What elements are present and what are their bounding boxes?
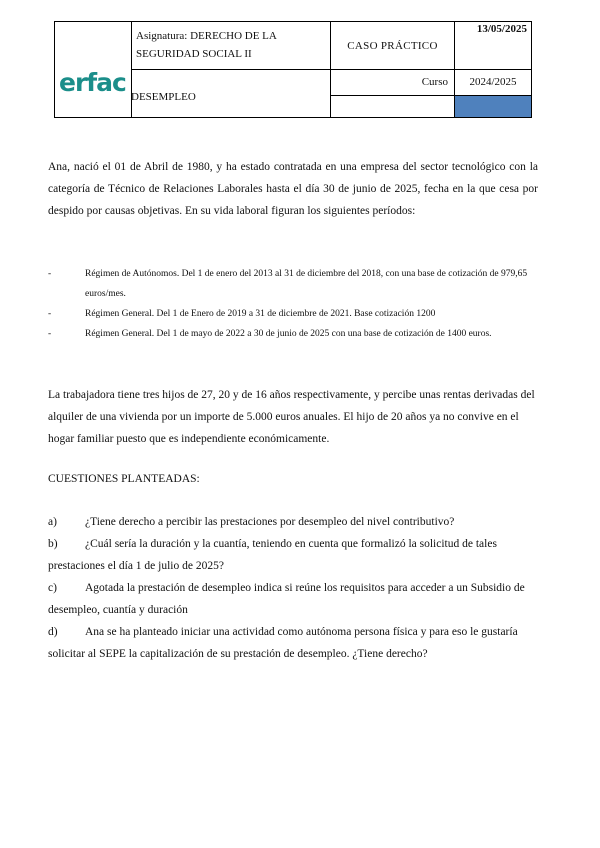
case-label: CASO PRÁCTICO (347, 40, 438, 52)
subject-line2: SEGURIDAD SOCIAL II (136, 48, 252, 60)
list-bullet: - (48, 329, 52, 339)
logo-text: erfac (59, 68, 126, 97)
accent-cell (454, 95, 532, 118)
question-text: Ana se ha planteado iniciar una actividad como autónoma persona física y para eso le gustaría solicitar al SEPE la capitalización de su prestación de desempleo. ¿Tiene derecho? (48, 626, 518, 660)
question-label: a) (48, 516, 57, 528)
list-bullet: - (48, 269, 52, 279)
logo-cell (54, 21, 132, 118)
question-item (48, 533, 538, 577)
list-bullet: - (48, 309, 52, 319)
question-text: ¿Cuál sería la duración y la cuantía, teniendo en cuenta que formalizó la solicitud de tales prestaciones el día 1 de julio de 2025? (48, 538, 497, 572)
erfac-logo (59, 68, 126, 97)
question-label: b) (48, 538, 58, 550)
question-label: d) (48, 626, 58, 638)
course-year: 2024/2025 (469, 76, 517, 88)
list-item-text: Régimen General. Del 1 de Enero de 2019 a 31 de diciembre de 2021. Base cotización 1200 (85, 309, 436, 319)
question-item (48, 621, 538, 665)
list-item (48, 304, 538, 324)
subject-prefix: Asignatura: (136, 30, 188, 42)
case-cell (330, 21, 455, 70)
course-label: Curso (421, 76, 448, 88)
topic: DESEMPLEO (131, 91, 196, 103)
intro-paragraph: Ana, nació el 01 de Abril de 1980, y ha estado contratada en una empresa del sector tecnológico con la categoría de Técnico de Relaciones Laborales hasta el día 30 de junio de 2025, fecha en la que cesa por despido por causas objetivas. En su vida laboral figuran los siguientes períodos: (48, 161, 538, 217)
course-year-cell (454, 69, 532, 96)
list-item (48, 324, 538, 344)
family-paragraph: La trabajadora tiene tres hijos de 27, 20 y de 16 años respectivamente, y percibe unas rentas derivadas del alquiler de una vivienda por un importe de 5.000 euros anuales. El hijo de 20 años ya no convive en el hogar familiar puesto que es independiente económicamente. (48, 389, 535, 445)
list-item-text: Régimen General. Del 1 de mayo de 2022 a 30 de junio de 2025 con una base de cotización de 1400 euros. (85, 329, 492, 339)
date-cell (454, 21, 532, 70)
question-item (48, 577, 538, 621)
periods-list (48, 264, 538, 344)
list-item-text: Régimen de Autónomos. Del 1 de enero del 2013 al 31 de diciembre del 2018, con una base de cotización de 979,65 euros/mes. (85, 269, 528, 299)
subject-line1: DERECHO DE LA (190, 30, 277, 42)
question-label: c) (48, 582, 57, 594)
question-item (48, 511, 538, 533)
list-item (48, 264, 538, 304)
questions-title: CUESTIONES PLANTEADAS: (48, 473, 200, 485)
date: 13/05/2025 (476, 23, 527, 35)
questions-list (48, 511, 538, 665)
question-text: Agotada la prestación de desempleo indica si reúne los requisitos para acceder a un Subsidio de desempleo, cuantía y duración (48, 582, 525, 616)
document-header (54, 21, 532, 118)
question-text: ¿Tiene derecho a percibir las prestaciones por desempleo del nivel contributivo? (85, 516, 455, 528)
subject-cell (131, 21, 331, 70)
subject (136, 27, 326, 63)
blank-cell (330, 95, 455, 118)
course-label-cell (330, 69, 455, 96)
